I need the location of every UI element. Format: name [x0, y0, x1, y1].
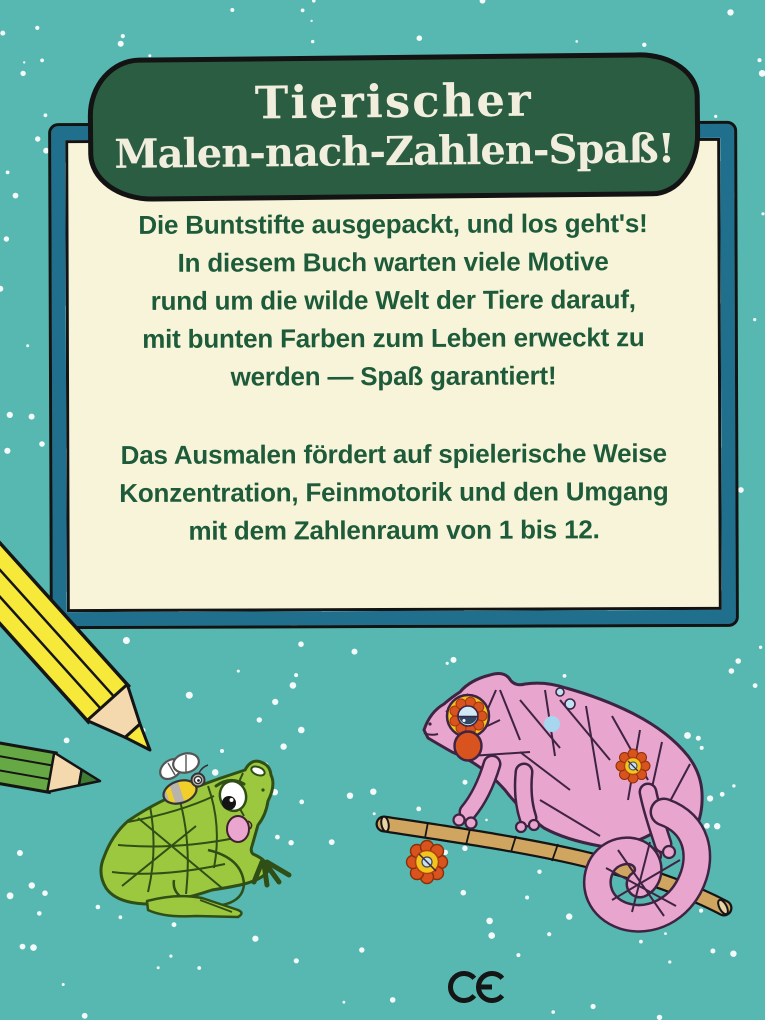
- intro-line: rund um die wilde Welt der Tiere darauf,: [150, 284, 636, 316]
- intro-line: mit bunten Farben zum Leben erweckt zu: [142, 322, 645, 354]
- yellow-pencil-illustration: [0, 487, 170, 768]
- intro-line: Das Ausmalen fördert auf spielerische Weise: [120, 438, 667, 470]
- body-flower: [616, 749, 650, 783]
- intro-line: werden — Spaß garantiert!: [230, 360, 557, 392]
- flower-illustration: [407, 841, 448, 884]
- title-line-2: Malen-nach-Zahlen-Spaß!: [114, 125, 675, 178]
- intro-line: mit dem Zahlenraum von 1 bis 12.: [188, 514, 600, 546]
- intro-line: In diesem Buch warten viele Motive: [177, 246, 609, 278]
- title-line-1: Tierischer: [254, 73, 533, 130]
- intro-line: Die Buntstifte ausgepackt, und los geht's!: [138, 208, 648, 240]
- intro-line: Konzentration, Feinmotorik und den Umgang: [119, 476, 669, 508]
- ce-mark: [450, 974, 502, 1001]
